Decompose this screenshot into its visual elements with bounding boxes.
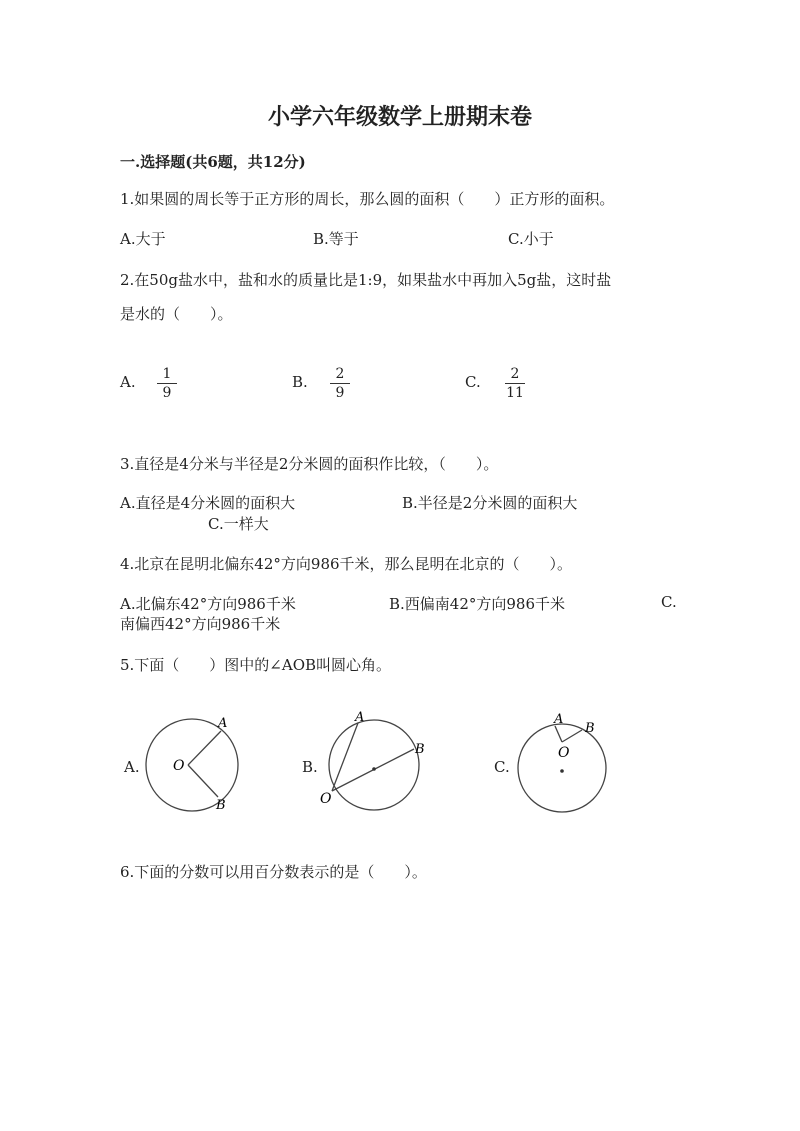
chord-oa bbox=[332, 723, 358, 791]
fraction-denominator: 9 bbox=[335, 385, 345, 401]
point-o-label: O bbox=[173, 758, 185, 774]
fraction-bar bbox=[157, 383, 177, 384]
q1-option-b: B.等于 bbox=[313, 230, 359, 248]
fraction-bar bbox=[330, 383, 350, 384]
circle-shape bbox=[518, 724, 606, 812]
page-title: 小学六年级数学上册期末卷 bbox=[267, 104, 532, 130]
point-b-label: B bbox=[585, 721, 595, 736]
q2-option-c-label: C. bbox=[465, 373, 481, 391]
fraction-numerator: 1 bbox=[162, 366, 172, 382]
point-b-label: B bbox=[216, 798, 226, 813]
question-6: 6.下面的分数可以用百分数表示的是（ ）。 bbox=[120, 863, 427, 881]
q2-option-c-fraction bbox=[503, 366, 527, 401]
section-heading: 一.选择题(共6题，共12分) bbox=[120, 153, 306, 171]
question-4: 4.北京在昆明北偏东42°方向986千米，那么昆明在北京的（ ）。 bbox=[120, 555, 573, 573]
point-a-label: A bbox=[218, 716, 228, 731]
chord-ob bbox=[562, 730, 582, 742]
fraction-denominator: 11 bbox=[506, 385, 524, 401]
q5-option-c-label: C. bbox=[494, 758, 510, 776]
question-1: 1.如果圆的周长等于正方形的周长，那么圆的面积（ ）正方形的面积。 bbox=[120, 190, 615, 208]
fraction-denominator: 9 bbox=[162, 385, 172, 401]
fraction-bar bbox=[505, 383, 525, 384]
q1-option-c: C.小于 bbox=[508, 230, 554, 248]
q5-figure-a bbox=[140, 705, 260, 815]
q3-option-b: B.半径是2分米圆的面积大 bbox=[402, 494, 578, 512]
q4-option-c-text: 南偏西42°方向986千米 bbox=[120, 615, 281, 633]
q4-option-a: A.北偏东42°方向986千米 bbox=[120, 595, 296, 613]
chord-oa bbox=[555, 726, 562, 742]
q2-option-a-label: A. bbox=[120, 373, 136, 391]
point-a-label: A bbox=[554, 712, 564, 727]
question-5: 5.下面（ ）图中的∠AOB叫圆心角。 bbox=[120, 656, 392, 674]
point-o-label: O bbox=[558, 745, 570, 761]
q4-option-b: B.西偏南42°方向986千米 bbox=[389, 595, 566, 613]
q3-option-c: C.一样大 bbox=[208, 515, 269, 533]
question-2-line2: 是水的（ ）。 bbox=[120, 305, 233, 323]
q1-option-a: A.大于 bbox=[120, 230, 166, 248]
fraction-numerator: 2 bbox=[510, 366, 520, 382]
radius-ob bbox=[188, 765, 218, 797]
point-b-label: B bbox=[415, 742, 425, 757]
q5-figure-b bbox=[318, 705, 438, 815]
point-o-label: O bbox=[320, 791, 332, 807]
center-dot bbox=[560, 769, 564, 773]
q5-option-a-label: A. bbox=[124, 758, 140, 776]
q2-option-b-label: B. bbox=[292, 373, 308, 391]
fraction-numerator: 2 bbox=[335, 366, 345, 382]
q5-figure-c bbox=[510, 705, 630, 815]
point-a-label: A bbox=[355, 710, 365, 725]
q3-option-a: A.直径是4分米圆的面积大 bbox=[120, 494, 296, 512]
q5-option-b-label: B. bbox=[302, 758, 318, 776]
q4-option-c-label: C. bbox=[661, 593, 677, 611]
radius-oa bbox=[188, 731, 221, 765]
question-2-line1: 2.在50g盐水中，盐和水的质量比是1:9，如果盐水中再加入5g盐，这时盐 bbox=[120, 271, 612, 289]
q2-option-b-fraction bbox=[328, 366, 352, 401]
center-dot bbox=[372, 767, 376, 771]
q2-option-a-fraction bbox=[155, 366, 179, 401]
question-3: 3.直径是4分米与半径是2分米圆的面积作比较，（ ）。 bbox=[120, 455, 499, 473]
